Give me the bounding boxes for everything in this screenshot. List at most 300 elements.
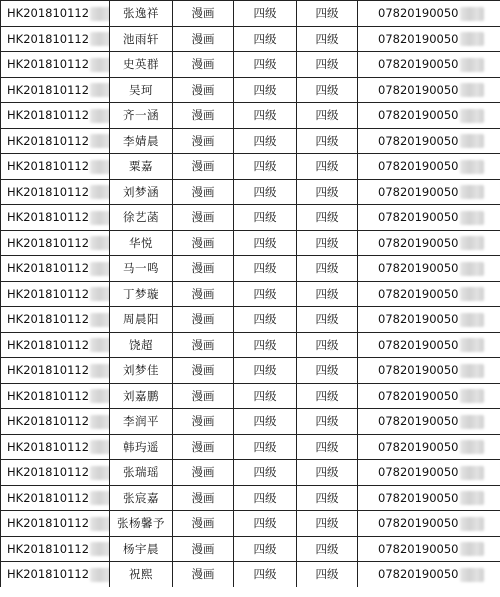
phone-text: 07820190050 xyxy=(378,31,459,46)
table-row xyxy=(1,460,500,486)
category-cell xyxy=(173,460,234,486)
phone-text: 07820190050 xyxy=(378,541,459,556)
grade-text: 四级 xyxy=(315,31,339,46)
id-cell xyxy=(1,154,110,180)
level-cell xyxy=(234,358,297,384)
grade-cell xyxy=(297,230,358,256)
id-cell xyxy=(1,1,110,27)
redaction-blur xyxy=(90,109,109,123)
phone-cell xyxy=(358,77,500,103)
id-text: HK201810112 xyxy=(7,312,90,326)
category-cell xyxy=(173,383,234,409)
name-cell xyxy=(110,307,173,333)
phone-cell xyxy=(358,536,500,562)
table-row xyxy=(1,485,500,511)
name-cell xyxy=(110,230,173,256)
grade-cell xyxy=(297,358,358,384)
table-row xyxy=(1,1,500,27)
redaction-blur xyxy=(90,568,109,582)
name-cell xyxy=(110,434,173,460)
grade-cell xyxy=(297,205,358,231)
category-cell xyxy=(173,307,234,333)
table-row xyxy=(1,409,500,435)
redaction-blur xyxy=(90,160,109,174)
phone-cell xyxy=(358,26,500,52)
phone-cell xyxy=(358,358,500,384)
name-cell xyxy=(110,205,173,231)
redaction-blur xyxy=(90,542,109,556)
name-text: 张瑞瑶 xyxy=(123,465,159,480)
phone-text: 07820190050 xyxy=(378,363,459,377)
table-row xyxy=(1,332,500,358)
phone-text: 07820190050 xyxy=(378,82,459,97)
id-cell xyxy=(1,460,110,486)
phone-cell xyxy=(358,562,500,587)
phone-text: 07820190050 xyxy=(378,235,459,250)
category-text: 漫画 xyxy=(191,210,215,225)
phone-cell xyxy=(358,434,500,460)
level-text: 四级 xyxy=(253,210,277,225)
category-cell xyxy=(173,103,234,129)
id-cell xyxy=(1,179,110,205)
redaction-blur xyxy=(460,389,484,403)
name-text: 刘嘉鹏 xyxy=(123,388,159,403)
category-cell xyxy=(173,52,234,78)
category-cell xyxy=(173,358,234,384)
level-cell xyxy=(234,409,297,435)
name-cell xyxy=(110,460,173,486)
redaction-blur xyxy=(90,83,109,97)
name-text: 吴珂 xyxy=(129,82,153,97)
level-cell xyxy=(234,281,297,307)
level-text: 四级 xyxy=(253,184,277,199)
table-row xyxy=(1,562,500,587)
name-cell xyxy=(110,179,173,205)
level-cell xyxy=(234,485,297,511)
category-text: 漫画 xyxy=(191,6,215,21)
id-text: HK201810112 xyxy=(7,31,90,46)
grade-cell xyxy=(297,460,358,486)
category-cell xyxy=(173,536,234,562)
grade-text: 四级 xyxy=(315,465,339,480)
table-row xyxy=(1,536,500,562)
grade-text: 四级 xyxy=(315,108,339,123)
phone-text: 07820190050 xyxy=(378,184,459,199)
redaction-blur xyxy=(460,542,484,556)
level-text: 四级 xyxy=(253,133,277,148)
level-text: 四级 xyxy=(253,108,277,123)
name-cell xyxy=(110,562,173,587)
id-cell xyxy=(1,281,110,307)
table-row xyxy=(1,511,500,537)
redaction-blur xyxy=(460,262,484,276)
redaction-blur xyxy=(90,236,109,250)
level-text: 四级 xyxy=(253,567,277,582)
grade-text: 四级 xyxy=(315,541,339,556)
grade-text: 四级 xyxy=(315,159,339,174)
level-text: 四级 xyxy=(253,261,277,276)
phone-text: 07820190050 xyxy=(378,6,459,20)
redaction-blur xyxy=(90,32,109,46)
level-cell xyxy=(234,1,297,27)
level-cell xyxy=(234,511,297,537)
redaction-blur xyxy=(460,160,484,174)
redaction-blur xyxy=(90,7,109,21)
name-cell xyxy=(110,511,173,537)
id-cell xyxy=(1,562,110,587)
name-cell xyxy=(110,383,173,409)
id-text: HK201810112 xyxy=(7,490,90,505)
level-cell xyxy=(234,332,297,358)
id-text: HK201810112 xyxy=(7,465,90,479)
redaction-blur xyxy=(460,466,484,480)
redaction-blur xyxy=(90,211,109,225)
grade-cell xyxy=(297,77,358,103)
grade-text: 四级 xyxy=(315,235,339,250)
category-text: 漫画 xyxy=(191,465,215,480)
id-text: HK201810112 xyxy=(7,388,90,403)
name-text: 张杨馨予 xyxy=(117,516,165,531)
grade-cell xyxy=(297,103,358,129)
grade-cell xyxy=(297,511,358,537)
phone-cell xyxy=(358,511,500,537)
name-cell xyxy=(110,77,173,103)
name-text: 史英群 xyxy=(123,57,159,72)
grade-text: 四级 xyxy=(315,261,339,276)
category-text: 漫画 xyxy=(191,516,215,531)
name-cell xyxy=(110,154,173,180)
level-text: 四级 xyxy=(253,465,277,480)
category-cell xyxy=(173,230,234,256)
redaction-blur xyxy=(460,83,484,97)
phone-text: 07820190050 xyxy=(378,516,459,530)
table-row xyxy=(1,281,500,307)
id-cell xyxy=(1,383,110,409)
phone-cell xyxy=(358,179,500,205)
level-cell xyxy=(234,536,297,562)
redaction-blur xyxy=(460,364,484,378)
grade-text: 四级 xyxy=(315,82,339,97)
redaction-blur xyxy=(460,491,484,505)
phone-cell xyxy=(358,205,500,231)
category-text: 漫画 xyxy=(191,414,215,429)
category-cell xyxy=(173,26,234,52)
id-text: HK201810112 xyxy=(7,516,90,530)
id-cell xyxy=(1,307,110,333)
phone-cell xyxy=(358,103,500,129)
category-text: 漫画 xyxy=(191,184,215,199)
phone-text: 07820190050 xyxy=(378,210,459,224)
grade-cell xyxy=(297,26,358,52)
level-text: 四级 xyxy=(253,388,277,403)
category-cell xyxy=(173,205,234,231)
name-text: 李婧晨 xyxy=(123,133,159,148)
table-row xyxy=(1,434,500,460)
level-text: 四级 xyxy=(253,414,277,429)
grade-cell xyxy=(297,154,358,180)
table-row xyxy=(1,256,500,282)
table-row xyxy=(1,103,500,129)
level-cell xyxy=(234,77,297,103)
id-cell xyxy=(1,256,110,282)
phone-cell xyxy=(358,52,500,78)
level-cell xyxy=(234,562,297,587)
category-cell xyxy=(173,332,234,358)
redaction-blur xyxy=(90,134,109,148)
name-text: 张逸祥 xyxy=(123,6,159,21)
grade-cell xyxy=(297,332,358,358)
id-text: HK201810112 xyxy=(7,82,90,97)
table-row xyxy=(1,358,500,384)
phone-cell xyxy=(358,485,500,511)
redaction-blur xyxy=(90,466,109,480)
phone-cell xyxy=(358,154,500,180)
category-cell xyxy=(173,485,234,511)
phone-cell xyxy=(358,1,500,27)
redaction-blur xyxy=(90,287,109,301)
category-text: 漫画 xyxy=(191,31,215,46)
table-row xyxy=(1,205,500,231)
name-cell xyxy=(110,485,173,511)
id-text: HK201810112 xyxy=(7,337,90,352)
grade-cell xyxy=(297,434,358,460)
level-cell xyxy=(234,205,297,231)
table-row xyxy=(1,307,500,333)
category-text: 漫画 xyxy=(191,312,215,327)
level-cell xyxy=(234,26,297,52)
grade-text: 四级 xyxy=(315,388,339,403)
id-text: HK201810112 xyxy=(7,567,90,581)
redaction-blur xyxy=(90,440,109,454)
category-text: 漫画 xyxy=(191,337,215,352)
redaction-blur xyxy=(460,517,484,531)
category-cell xyxy=(173,409,234,435)
table-row xyxy=(1,26,500,52)
name-text: 韩玙遥 xyxy=(123,439,159,454)
phone-text: 07820190050 xyxy=(378,388,459,403)
level-text: 四级 xyxy=(253,82,277,97)
redaction-blur xyxy=(90,517,109,531)
id-text: HK201810112 xyxy=(7,57,90,71)
name-text: 祝熙 xyxy=(129,567,153,582)
level-text: 四级 xyxy=(253,337,277,352)
name-cell xyxy=(110,103,173,129)
redaction-blur xyxy=(90,338,109,352)
id-cell xyxy=(1,77,110,103)
id-cell xyxy=(1,230,110,256)
category-text: 漫画 xyxy=(191,57,215,72)
id-text: HK201810112 xyxy=(7,6,90,20)
grade-text: 四级 xyxy=(315,184,339,199)
table-row xyxy=(1,383,500,409)
redaction-blur xyxy=(90,313,109,327)
category-cell xyxy=(173,179,234,205)
level-text: 四级 xyxy=(253,439,277,454)
grade-cell xyxy=(297,128,358,154)
phone-text: 07820190050 xyxy=(378,312,459,326)
id-text: HK201810112 xyxy=(7,133,90,148)
id-cell xyxy=(1,358,110,384)
category-text: 漫画 xyxy=(191,567,215,582)
grade-cell xyxy=(297,562,358,587)
phone-text: 07820190050 xyxy=(378,439,459,454)
table-row xyxy=(1,128,500,154)
category-text: 漫画 xyxy=(191,159,215,174)
redaction-blur xyxy=(90,58,109,72)
phone-text: 07820190050 xyxy=(378,108,459,122)
category-cell xyxy=(173,1,234,27)
category-text: 漫画 xyxy=(191,133,215,148)
level-cell xyxy=(234,103,297,129)
category-text: 漫画 xyxy=(191,286,215,301)
phone-text: 07820190050 xyxy=(378,133,459,148)
category-text: 漫画 xyxy=(191,261,215,276)
grade-cell xyxy=(297,256,358,282)
grade-cell xyxy=(297,383,358,409)
name-text: 刘梦涵 xyxy=(123,184,159,199)
redaction-blur xyxy=(460,7,484,21)
name-text: 杨宇晨 xyxy=(123,541,159,556)
id-cell xyxy=(1,409,110,435)
id-cell xyxy=(1,52,110,78)
category-cell xyxy=(173,281,234,307)
phone-text: 07820190050 xyxy=(378,159,459,173)
redaction-blur xyxy=(460,236,484,250)
name-cell xyxy=(110,128,173,154)
name-text: 饶超 xyxy=(129,337,153,352)
grade-text: 四级 xyxy=(315,363,339,378)
phone-text: 07820190050 xyxy=(378,57,459,71)
grade-text: 四级 xyxy=(315,439,339,454)
redaction-blur xyxy=(90,364,109,378)
grade-text: 四级 xyxy=(315,337,339,352)
level-cell xyxy=(234,434,297,460)
id-text: HK201810112 xyxy=(7,261,90,275)
grade-cell xyxy=(297,179,358,205)
id-cell xyxy=(1,103,110,129)
category-cell xyxy=(173,77,234,103)
phone-cell xyxy=(358,230,500,256)
level-text: 四级 xyxy=(253,57,277,72)
redaction-blur xyxy=(460,211,484,225)
name-cell xyxy=(110,1,173,27)
level-text: 四级 xyxy=(253,6,277,21)
level-cell xyxy=(234,179,297,205)
redaction-blur xyxy=(460,287,484,301)
id-text: HK201810112 xyxy=(7,235,90,250)
grade-text: 四级 xyxy=(315,133,339,148)
category-cell xyxy=(173,154,234,180)
level-cell xyxy=(234,383,297,409)
category-text: 漫画 xyxy=(191,541,215,556)
grade-text: 四级 xyxy=(315,210,339,225)
name-cell xyxy=(110,52,173,78)
category-cell xyxy=(173,511,234,537)
level-text: 四级 xyxy=(253,312,277,327)
redaction-blur xyxy=(460,440,484,454)
category-cell xyxy=(173,562,234,587)
id-cell xyxy=(1,511,110,537)
id-cell xyxy=(1,485,110,511)
phone-cell xyxy=(358,281,500,307)
redaction-blur xyxy=(460,32,484,46)
category-text: 漫画 xyxy=(191,388,215,403)
name-text: 齐一涵 xyxy=(123,108,159,123)
phone-cell xyxy=(358,307,500,333)
phone-cell xyxy=(358,409,500,435)
grade-text: 四级 xyxy=(315,567,339,582)
name-text: 池雨轩 xyxy=(123,31,159,46)
name-text: 马一鸣 xyxy=(123,261,159,276)
name-cell xyxy=(110,409,173,435)
category-text: 漫画 xyxy=(191,235,215,250)
redaction-blur xyxy=(460,313,484,327)
level-text: 四级 xyxy=(253,516,277,531)
phone-text: 07820190050 xyxy=(378,490,459,505)
phone-text: 07820190050 xyxy=(378,465,459,479)
table-row xyxy=(1,179,500,205)
name-cell xyxy=(110,358,173,384)
name-text: 周晨阳 xyxy=(123,312,159,327)
level-text: 四级 xyxy=(253,159,277,174)
category-text: 漫画 xyxy=(191,490,215,505)
phone-cell xyxy=(358,460,500,486)
grade-text: 四级 xyxy=(315,414,339,429)
grade-cell xyxy=(297,409,358,435)
grade-text: 四级 xyxy=(315,490,339,505)
name-cell xyxy=(110,256,173,282)
name-text: 张宸嘉 xyxy=(123,490,159,505)
id-text: HK201810112 xyxy=(7,439,90,454)
grade-cell xyxy=(297,485,358,511)
id-cell xyxy=(1,434,110,460)
grade-text: 四级 xyxy=(315,6,339,21)
grade-text: 四级 xyxy=(315,57,339,72)
grade-cell xyxy=(297,281,358,307)
grade-cell xyxy=(297,536,358,562)
phone-text: 07820190050 xyxy=(378,286,459,301)
level-cell xyxy=(234,460,297,486)
redaction-blur xyxy=(460,134,484,148)
id-text: HK201810112 xyxy=(7,159,90,173)
id-text: HK201810112 xyxy=(7,541,90,556)
name-text: 徐艺菡 xyxy=(123,210,159,225)
phone-cell xyxy=(358,128,500,154)
name-cell xyxy=(110,26,173,52)
level-text: 四级 xyxy=(253,286,277,301)
name-cell xyxy=(110,281,173,307)
grade-cell xyxy=(297,307,358,333)
id-text: HK201810112 xyxy=(7,210,90,224)
id-cell xyxy=(1,205,110,231)
redaction-blur xyxy=(460,338,484,352)
category-text: 漫画 xyxy=(191,363,215,378)
id-text: HK201810112 xyxy=(7,363,90,377)
phone-text: 07820190050 xyxy=(378,414,459,428)
redaction-blur xyxy=(460,568,484,582)
category-cell xyxy=(173,128,234,154)
grade-text: 四级 xyxy=(315,286,339,301)
grade-text: 四级 xyxy=(315,312,339,327)
grade-cell xyxy=(297,52,358,78)
category-text: 漫画 xyxy=(191,108,215,123)
level-cell xyxy=(234,128,297,154)
category-text: 漫画 xyxy=(191,82,215,97)
id-cell xyxy=(1,26,110,52)
redaction-blur xyxy=(90,389,109,403)
name-text: 粟嘉 xyxy=(129,159,153,174)
redaction-blur xyxy=(90,185,109,199)
